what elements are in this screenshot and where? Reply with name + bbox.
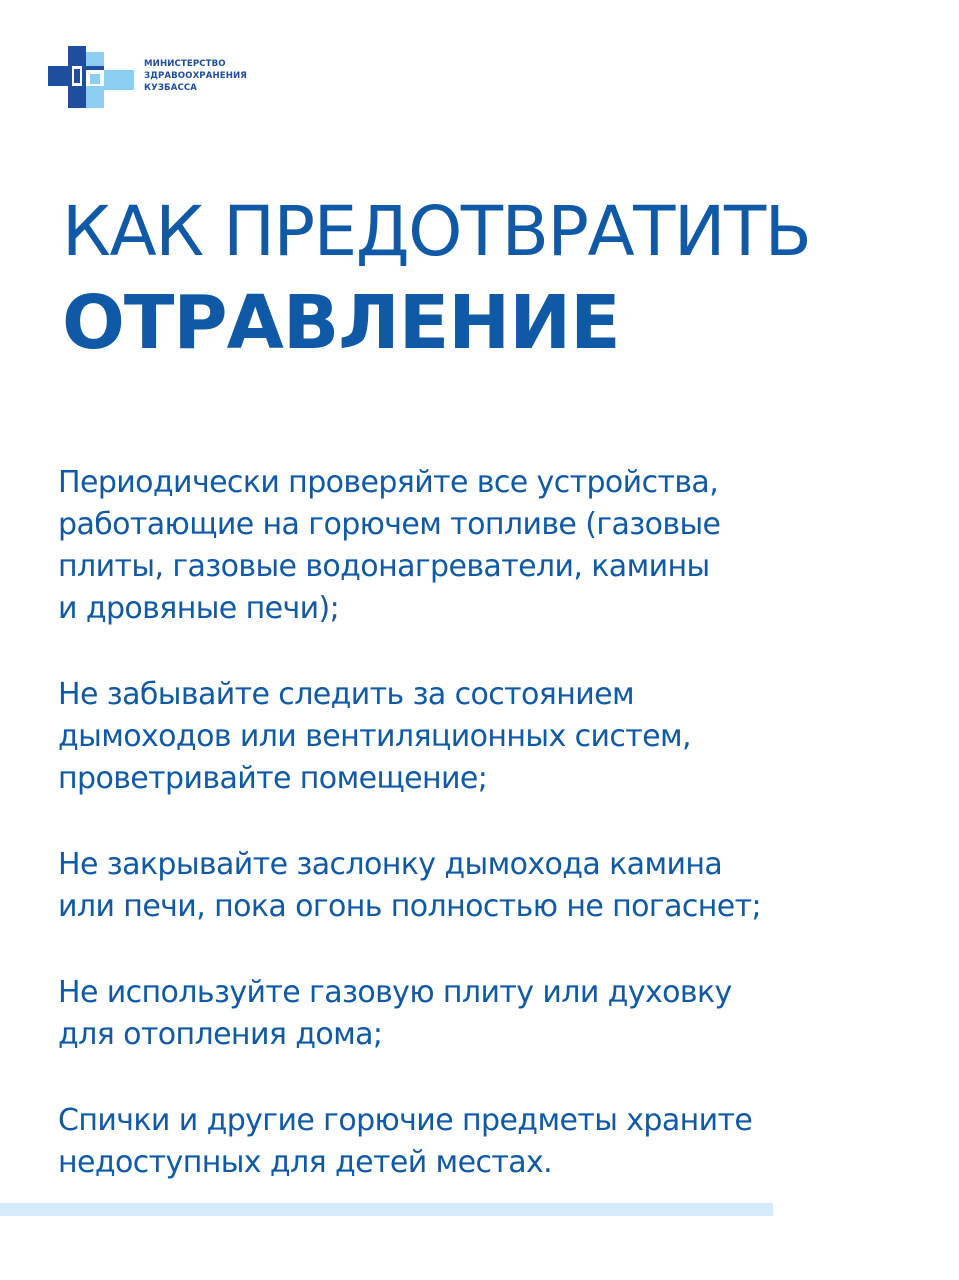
advice-paragraph-4 [58,972,938,1056]
ministry-name-line: КУЗБАССА [144,83,198,93]
advice-line: проветривайте помещение; [58,761,488,796]
advice-line: плиты, газовые водонагреватели, камины [58,549,710,584]
advice-line: Не забывайте следить за состоянием [58,677,635,712]
ministry-name [144,58,247,94]
advice-line: работающие на горючем топливе (газовые [58,507,721,542]
advice-paragraph-1 [58,462,938,630]
advice-paragraph-2 [58,674,938,800]
advice-line: Не закрывайте заслонку дымохода камина [58,847,723,882]
ministry-name-line: МИНИСТЕРСТВО [144,59,226,69]
advice-line: и дровяные печи); [58,591,340,626]
advice-line: недоступных для детей местах. [58,1145,553,1180]
advice-line: Периодически проверяйте все устройства, [58,465,719,500]
advice-paragraph-3 [58,844,938,928]
medical-cross-icon [46,44,138,116]
advice-line: Не используйте газовую плиту или духовку [58,975,732,1010]
advice-line: Спички и другие горючие предметы храните [58,1103,753,1138]
title-line-2: ОТРАВЛЕНИЕ [62,280,620,366]
advice-list [58,462,938,1228]
advice-line: или печи, пока огонь полностью не погаснет; [58,889,762,924]
bottom-divider-bar [0,1203,773,1216]
advice-paragraph-5 [58,1100,938,1184]
advice-line: дымоходов или вентиляционных систем, [58,719,691,754]
page-title [62,188,810,368]
ministry-logo [46,44,306,116]
title-line-1: КАК ПРЕДОТВРАТИТЬ [62,192,811,272]
ministry-name-line: ЗДРАВООХРАНЕНИЯ [144,71,248,81]
advice-line: для отопления дома; [58,1017,383,1052]
